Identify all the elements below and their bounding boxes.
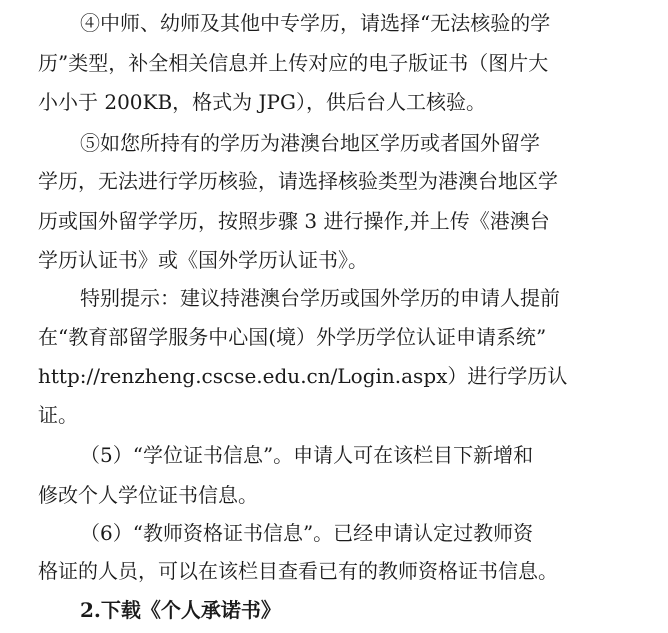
paragraph-line: 修改个人学位证书信息。 [38, 483, 258, 507]
paragraph-line: ④中师、幼师及其他中专学历，请选择“无法核验的学 [80, 11, 551, 35]
section-heading: 2.下载《个人承诺书》 [80, 598, 281, 622]
paragraph-line: 学历，无法进行学历核验，请选择核验类型为港澳台地区学 [38, 169, 558, 193]
paragraph-line: 证。 [38, 403, 78, 427]
paragraph-line: （6）“教师资格证书信息”。已经申请认定过教师资 [80, 521, 534, 545]
paragraph-line: 格证的人员，可以在该栏目查看已有的教师资格证书信息。 [38, 559, 558, 583]
paragraph-line: 特别提示：建议持港澳台学历或国外学历的申请人提前 [80, 286, 560, 310]
paragraph-line: 历或国外留学学历，按照步骤 3 进行操作,并上传《港澳台 [38, 209, 550, 233]
paragraph-line: （5）“学位证书信息”。申请人可在该栏目下新增和 [80, 443, 534, 467]
paragraph-line: 在“教育部留学服务中心国(境）外学历学位认证申请系统” [38, 325, 547, 349]
paragraph-line: 学历认证书》或《国外学历认证书》。 [38, 248, 368, 272]
paragraph-line: ⑤如您所持有的学历为港澳台地区学历或者国外留学 [80, 131, 540, 155]
paragraph-line: http://renzheng.cscse.edu.cn/Login.aspx）进行学历认 [38, 364, 568, 388]
paragraph-line: 小小于 200KB，格式为 JPG），供后台人工核验。 [38, 90, 486, 114]
paragraph-line: 历”类型，补全相关信息并上传对应的电子版证书（图片大 [38, 51, 549, 75]
